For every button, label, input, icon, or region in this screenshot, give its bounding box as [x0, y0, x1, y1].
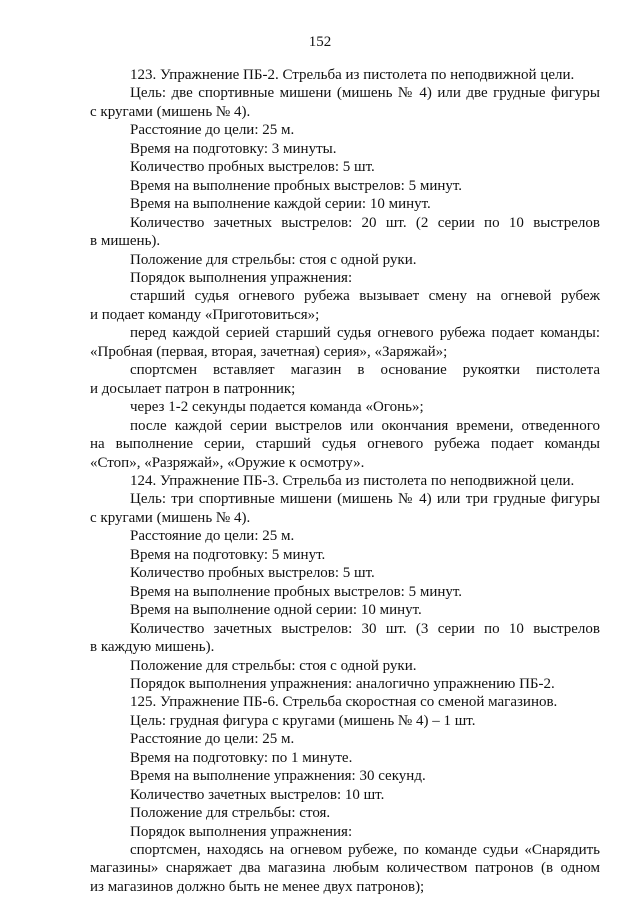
text-line: Количество зачетных выстрелов: 10 шт. — [130, 786, 385, 803]
text-line: спортсмен вставляет магазин в основание рукоятки пистолета — [130, 362, 600, 379]
text-line: 123. Упражнение ПБ-2. Стрельба из пистолета по неподвижной цели. — [130, 67, 575, 83]
text-line: спортсмен, находясь на огневом рубеже, по команде судьи «Снарядить — [130, 842, 600, 859]
text-line: и подает команду «Приготовиться»; — [90, 306, 320, 323]
text-line: Время на выполнение каждой серии: 10 минут. — [130, 196, 431, 213]
text-line: Расстояние до цели: 25 м. — [130, 122, 295, 139]
text-line: Порядок выполнения упражнения: — [130, 823, 353, 840]
text-line: Положение для стрельбы: стоя. — [130, 805, 331, 822]
text-line: «Пробная (первая, вторая, зачетная) серия», «Заряжай»; — [90, 343, 448, 360]
text-line: Время на выполнение пробных выстрелов: 5 минут. — [130, 177, 463, 194]
text-line: 125. Упражнение ПБ-6. Стрельба скоростная со сменой магазинов. — [130, 694, 558, 711]
text-line: перед каждой серией старший судья огневого рубежа подает команды: — [130, 325, 600, 342]
text-line: Время на выполнение пробных выстрелов: 5 минут. — [130, 583, 463, 600]
text-line: Время на подготовку: по 1 минуте. — [130, 749, 353, 766]
text-line: Количество зачетных выстрелов: 20 шт. (2 серии по 10 выстрелов — [130, 214, 600, 231]
text-line: Цель: три спортивные мишени (мишень № 4) или три грудные фигуры — [130, 491, 600, 508]
text-line: в каждую мишень). — [90, 639, 215, 656]
text-line: с кругами (мишень № 4). — [90, 509, 251, 526]
text-line: Расстояние до цели: 25 м. — [130, 731, 295, 748]
text-line: Время на выполнение упражнения: 30 секунд. — [130, 768, 426, 785]
text-line: Время на подготовку: 3 минуты. — [130, 140, 337, 157]
text-line: магазины» снаряжает два магазина любым количеством патронов (в одном — [90, 860, 600, 877]
text-line: и досылает патрон в патронник; — [90, 380, 296, 397]
text-line: на выполнение серии, старший судья огневого рубежа подает команды — [90, 436, 600, 453]
text-line: Количество зачетных выстрелов: 30 шт. (3 серии по 10 выстрелов — [130, 620, 600, 637]
text-line: Цель: грудная фигура с кругами (мишень № 4) – 1 шт. — [130, 712, 476, 729]
text-line: Количество пробных выстрелов: 5 шт. — [130, 159, 375, 176]
text-line: «Стоп», «Разряжай», «Оружие к осмотру». — [90, 454, 365, 471]
text-line: в мишень). — [90, 233, 161, 250]
text-line: Количество пробных выстрелов: 5 шт. — [130, 565, 375, 582]
text-line: Цель: две спортивные мишени (мишень № 4) или две грудные фигуры — [130, 85, 600, 102]
text-line: Порядок выполнения упражнения: аналогично упражнению ПБ-2. — [130, 675, 555, 692]
text-line: старший судья огневого рубежа вызывает смену на огневой рубеж — [130, 288, 600, 305]
text-line: с кругами (мишень № 4). — [90, 103, 251, 120]
text-line: Порядок выполнения упражнения: — [130, 269, 353, 286]
text-line: Расстояние до цели: 25 м. — [130, 528, 295, 545]
text-line: 124. Упражнение ПБ-3. Стрельба из пистолета по неподвижной цели. — [130, 472, 575, 489]
text-line: через 1-2 секунды подается команда «Огонь»; — [130, 399, 424, 416]
text-line: после каждой серии выстрелов или окончания времени, отведенного — [130, 417, 600, 434]
text-line: из магазинов должно быть не менее двух патронов); — [90, 878, 425, 895]
text-line: Время на выполнение одной серии: 10 минут. — [130, 602, 422, 619]
page-number: 152 — [308, 34, 332, 50]
document-body — [90, 66, 600, 896]
text-line: Положение для стрельбы: стоя с одной руки. — [130, 251, 417, 268]
text-line: Время на подготовку: 5 минут. — [130, 546, 326, 563]
text-line: Положение для стрельбы: стоя с одной руки. — [130, 657, 417, 674]
